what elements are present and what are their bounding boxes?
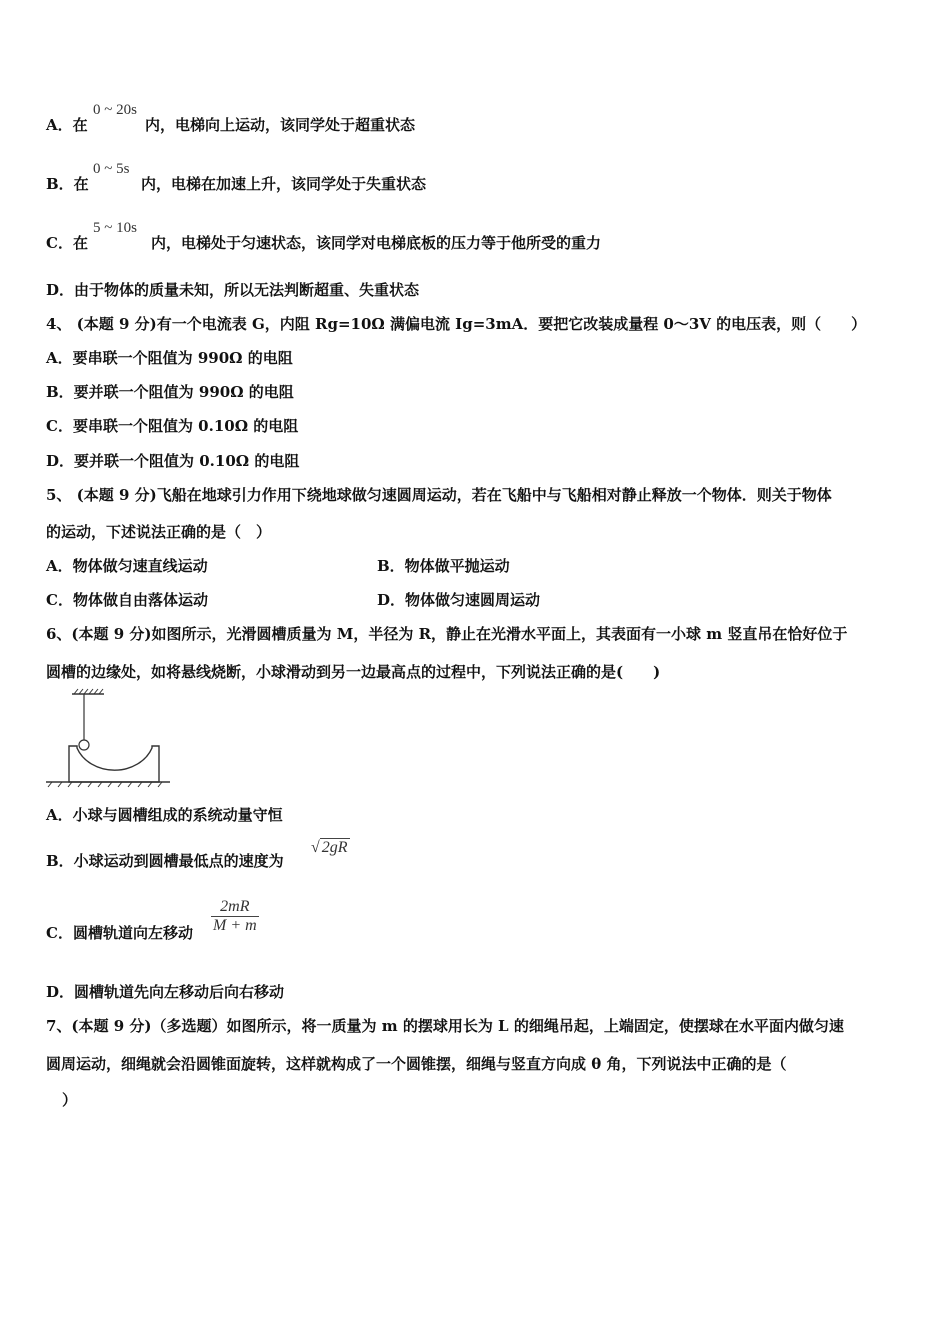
q6-option-c-fraction <box>211 898 259 935</box>
q7-stem-line1: 7、(本题 9 分)（多选题）如图所示，将一质量为 m 的摆球用长为 L 的细绳吊起，上端固定，使摆球在水平面内做匀速 <box>46 1017 844 1035</box>
q6-option-b: B．小球运动到圆槽最低点的速度为 <box>46 852 284 870</box>
q4-option-c: C．要串联一个阻值为 0.10Ω 的电阻 <box>46 417 299 435</box>
q3-option-b-math: 0 ~ 5s <box>93 161 130 177</box>
q4-option-d: D．要并联一个阻值为 0.10Ω 的电阻 <box>46 452 300 470</box>
q5-option-d: D．物体做匀速圆周运动 <box>377 591 541 609</box>
q4-stem: 4、 (本题 9 分)有一个电流表 G，内阻 Rg=10Ω 满偏电流 Ig=3mA．要把它改装成量程 0～3V 的电压表，则（ ） <box>46 315 867 333</box>
q5-option-a: A．物体做匀速直线运动 <box>46 557 208 575</box>
q6-option-c: C．圆槽轨道向左移动 <box>46 924 193 942</box>
q5-option-b: B．物体做平抛运动 <box>377 557 510 575</box>
q3-option-b: B．在 <box>46 175 89 193</box>
q3-option-d: D．由于物体的质量未知，所以无法判断超重、失重状态 <box>46 281 420 299</box>
fraction-denominator: M + m <box>213 917 257 934</box>
q7-stem-line2: 圆周运动，细绳就会沿圆锥面旋转，这样就构成了一个圆锥摆，细绳与竖直方向成 θ 角，下列说法中正确的是（ <box>46 1055 787 1073</box>
ball <box>79 740 89 750</box>
q3-option-a-math: 0 ~ 20s <box>93 102 137 118</box>
q6-option-b-math: √ 2gR <box>311 839 348 856</box>
fraction-numerator: 2mR <box>211 898 259 917</box>
q3-option-a <box>46 115 88 135</box>
q6-stem-line1: 6、(本题 9 分)如图所示，光滑圆槽质量为 M，半径为 R，静止在光滑水平面上，其表面有一小球 m 竖直吊在恰好位于 <box>46 625 848 643</box>
circular-groove <box>69 746 159 782</box>
q4-option-a: A．要串联一个阻值为 990Ω 的电阻 <box>46 349 293 367</box>
groove-figure <box>44 688 172 790</box>
q3-option-c-suffix: 内，电梯处于匀速状态，该同学对电梯底板的压力等于他所受的重力 <box>151 234 602 252</box>
q3-option-b-suffix: 内，电梯在加速上升，该同学处于失重状态 <box>141 175 427 193</box>
q6-stem-line2: 圆槽的边缘处，如将悬线烧断，小球滑动到另一边最高点的过程中，下列说法正确的是( ) <box>46 663 661 681</box>
q6-option-a: A．小球与圆槽组成的系统动量守恒 <box>46 806 283 824</box>
q6-option-d: D．圆槽轨道先向左移动后向右移动 <box>46 983 285 1001</box>
q3-option-a-suffix: 内，电梯向上运动，该同学处于超重状态 <box>145 116 416 134</box>
q3-option-a-prefix: A．在 <box>46 116 88 134</box>
q5-stem-line2: 的运动，下述说法正确的是（ ） <box>46 523 272 541</box>
q7-stem-line3: ） <box>62 1091 78 1109</box>
q3-option-c: C．在 <box>46 234 88 252</box>
q4-option-b: B．要并联一个阻值为 990Ω 的电阻 <box>46 383 294 401</box>
q5-option-c: C．物体做自由落体运动 <box>46 591 208 609</box>
q5-stem-line1: 5、 (本题 9 分)飞船在地球引力作用下绕地球做匀速圆周运动，若在飞船中与飞船相对静止释放一个物体．则关于物体 <box>46 486 832 504</box>
q3-option-c-math: 5 ~ 10s <box>93 220 137 236</box>
q6-option-b-radicand: 2gR <box>321 839 348 856</box>
